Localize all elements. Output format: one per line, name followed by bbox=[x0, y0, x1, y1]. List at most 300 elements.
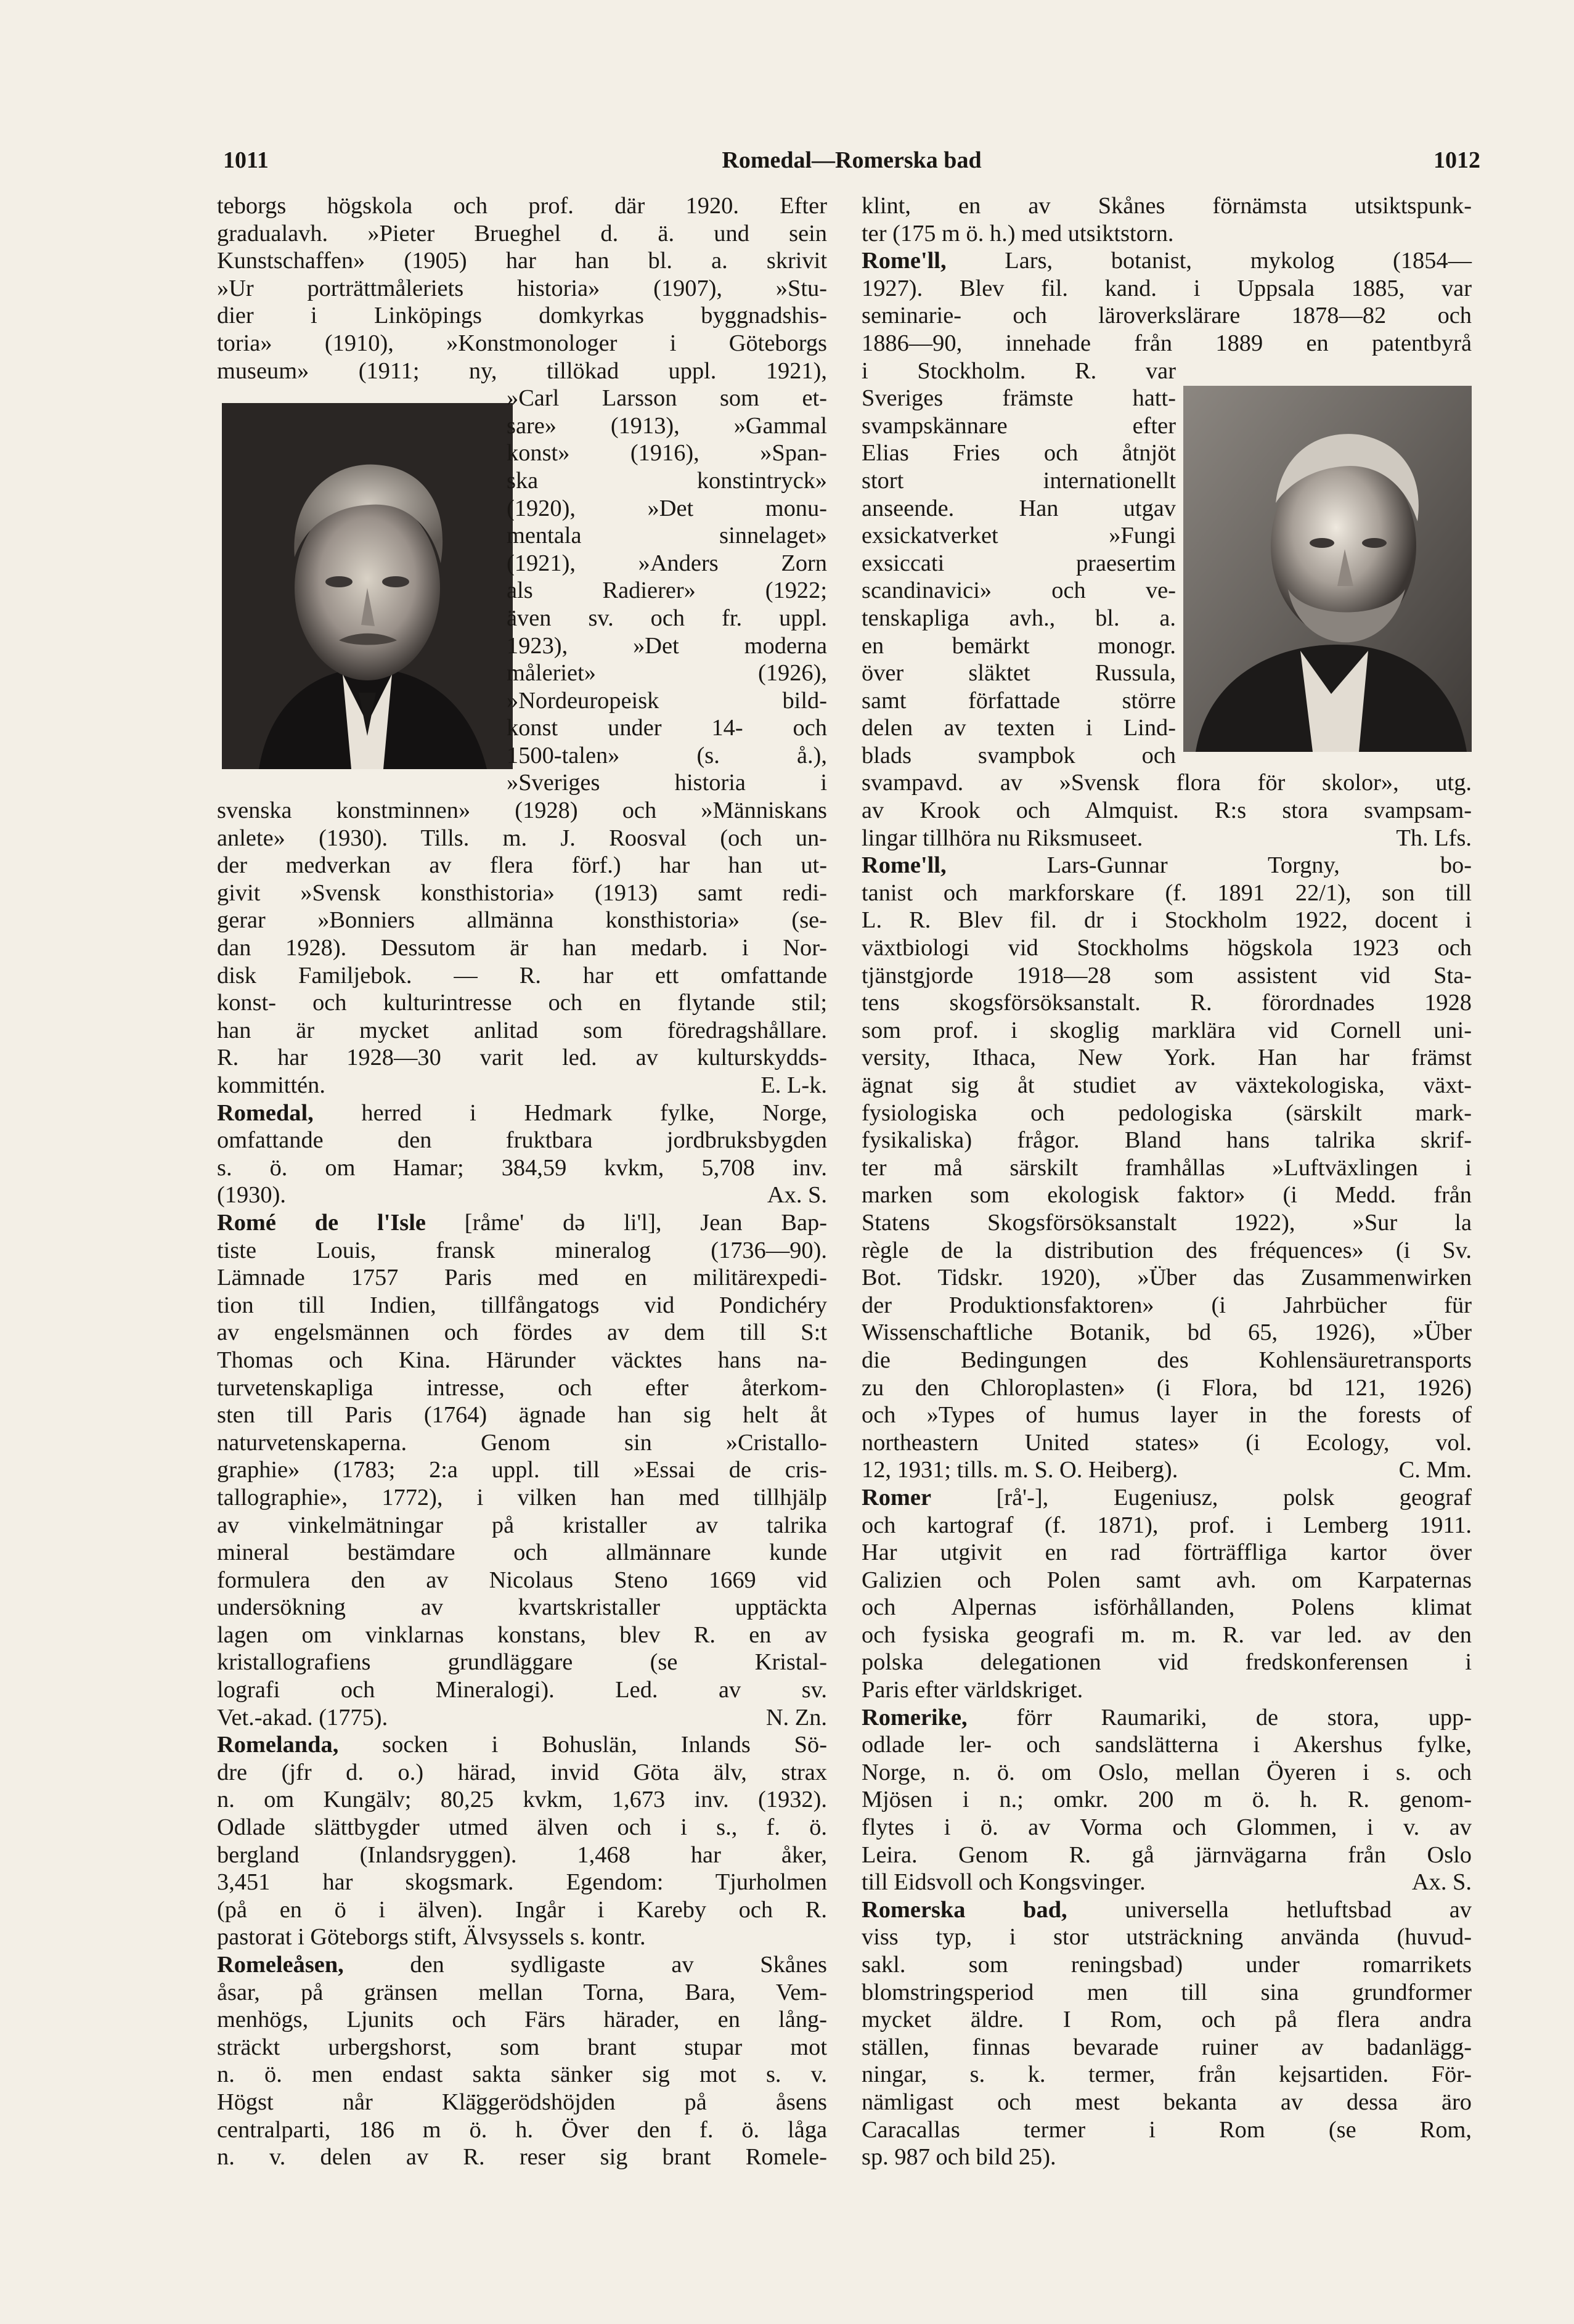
line-text: 1927). Blev fil. kand. i Uppsala 1885, var bbox=[862, 275, 1472, 301]
line-text: s. ö. om Hamar; 384,59 kvkm, 5,708 inv. bbox=[217, 1154, 827, 1181]
text-line bbox=[217, 1292, 827, 1319]
line-text: gerar »Bonniers allmänna konsthistoria» (se- bbox=[217, 907, 827, 934]
text-line bbox=[862, 1841, 1472, 1869]
entry-headword: Romeleåsen, bbox=[217, 1952, 344, 1978]
text-line bbox=[507, 687, 827, 715]
line-text: sp. 987 och bild 25). bbox=[862, 2144, 1056, 2171]
line-text: Bot. Tidskr. 1920), »Über das Zusammenwirken bbox=[862, 1265, 1472, 1291]
entry-headword: Romé de l'Isle bbox=[217, 1209, 426, 1236]
text-line bbox=[862, 1951, 1472, 1979]
text-line bbox=[507, 605, 827, 632]
text-line bbox=[862, 1099, 1472, 1127]
text-line bbox=[862, 2034, 1472, 2061]
line-text: der Produktionsfaktoren» (i Jahrbücher für bbox=[862, 1292, 1472, 1318]
line-text: scandinavici» och ve- bbox=[862, 577, 1176, 604]
line-text: dan 1928). Dessutom är han medarb. i Nor- bbox=[217, 935, 827, 961]
text-line bbox=[217, 1401, 827, 1429]
line-text: mycket äldre. I Rom, och på flera andra bbox=[862, 2007, 1472, 2033]
text-line bbox=[217, 907, 827, 934]
text-line bbox=[507, 714, 827, 742]
text-line bbox=[862, 1676, 1472, 1704]
line-text: av Krook och Almquist. R:s stora svampsam- bbox=[862, 797, 1472, 824]
text-line bbox=[862, 220, 1472, 248]
text-line bbox=[217, 1869, 827, 1896]
line-text: exsickatverket »Fungi bbox=[862, 523, 1176, 549]
line-text: disk Familjebok. — R. har ett omfattande bbox=[217, 962, 827, 989]
line-text: tjänstgjorde 1918—28 som assistent vid Sta- bbox=[862, 962, 1472, 989]
text-line bbox=[862, 192, 1472, 220]
text-line bbox=[862, 247, 1472, 275]
line-text: turvetenskapliga intresse, och efter återkom- bbox=[217, 1374, 827, 1401]
line-text: dre (jfr d. o.) härad, invid Göta älv, strax bbox=[217, 1759, 827, 1785]
line-text: tallographie», 1772), i vilken han med tillhjälp bbox=[217, 1484, 827, 1511]
text-line bbox=[862, 522, 1176, 550]
line-text: ter må särskilt framhållas »Luftväxlingen i bbox=[862, 1154, 1472, 1181]
text-line bbox=[862, 1044, 1472, 1072]
text-line bbox=[217, 2116, 827, 2144]
line-text: svampskännare efter bbox=[862, 412, 1176, 439]
text-line bbox=[862, 1869, 1472, 1896]
line-text: kristallografiens grundläggare (se Kristal- bbox=[217, 1649, 827, 1676]
line-text: av vinkelmätningar på kristaller av talrika bbox=[217, 1512, 827, 1538]
running-title: Romedal—Romerska bad bbox=[722, 147, 982, 173]
text-line bbox=[217, 1127, 827, 1154]
text-line bbox=[862, 1209, 1472, 1237]
text-line bbox=[862, 1512, 1472, 1539]
line-text: 12, 1931; tills. m. S. O. Heiberg). bbox=[862, 1457, 1178, 1483]
text-line bbox=[862, 1181, 1472, 1209]
author-signature: Ax. S. bbox=[1411, 1869, 1472, 1896]
text-line bbox=[862, 439, 1176, 467]
line-text: 3,451 har skogsmark. Egendom: Tjurholmen bbox=[217, 1869, 827, 1896]
entry-headword: Romer bbox=[862, 1484, 931, 1511]
text-line bbox=[217, 2089, 827, 2116]
line-text: ägnat sig åt studiet av växtekologiska, växt- bbox=[862, 1072, 1472, 1098]
line-text: konst» (1916), »Span- bbox=[507, 440, 827, 467]
line-text: förr Raumariki, de stora, upp- bbox=[967, 1704, 1472, 1731]
line-text: måleriet» (1926), bbox=[507, 660, 827, 687]
line-text: Galizien och Polen samt avh. om Karpaternas bbox=[862, 1567, 1472, 1593]
text-line bbox=[862, 852, 1472, 879]
text-line bbox=[862, 1484, 1472, 1512]
text-line bbox=[217, 1951, 827, 1979]
text-line bbox=[862, 467, 1176, 495]
text-line bbox=[862, 1896, 1472, 1924]
line-text: bergland (Inlandsryggen). 1,468 har åker, bbox=[217, 1841, 827, 1868]
line-text: sten till Paris (1764) ägnade han sig helt åt bbox=[217, 1402, 827, 1429]
line-text: sakl. som reningsbad) under romarrikets bbox=[862, 1952, 1472, 1978]
text-line bbox=[862, 989, 1472, 1017]
line-text: tenskapliga avh., bl. a. bbox=[862, 605, 1176, 631]
line-text: (1920), »Det monu- bbox=[507, 495, 827, 521]
line-text: die Bedingungen des Kohlensäuretransports bbox=[862, 1347, 1472, 1373]
text-line bbox=[862, 1127, 1472, 1154]
line-text: tanist och markforskare (f. 1891 22/1), son till bbox=[862, 879, 1472, 906]
text-line bbox=[217, 1374, 827, 1402]
text-line bbox=[507, 385, 827, 412]
entry-headword: Romedal, bbox=[217, 1099, 314, 1126]
line-text: Har utgivit en rad förträffliga kartor över bbox=[862, 1539, 1472, 1566]
line-text: (på en ö i älven). Ingår i Kareby och R. bbox=[217, 1896, 827, 1923]
text-line bbox=[862, 1923, 1472, 1951]
line-text: R. har 1928—30 varit led. av kulturskydds- bbox=[217, 1045, 827, 1071]
text-line bbox=[217, 1347, 827, 1374]
author-signature: C. Mm. bbox=[1398, 1457, 1472, 1483]
line-text: till Eidsvoll och Kongsvinger. bbox=[862, 1869, 1146, 1896]
line-text: tiste Louis, fransk mineralog (1736—90). bbox=[217, 1237, 827, 1263]
line-text: Högst når Klä̈ggerödshöjden på åsens bbox=[217, 2089, 827, 2115]
text-line bbox=[862, 1374, 1472, 1402]
line-text: pastorat i Göteborgs stift, Älvsyssels s. kontr. bbox=[217, 1924, 646, 1951]
line-text: mentala sinnelaget» bbox=[507, 523, 827, 549]
line-text: n. om Kungälv; 80,25 kvkm, 1,673 inv. (1932). bbox=[217, 1787, 827, 1813]
text-line bbox=[217, 825, 827, 852]
text-line bbox=[217, 1512, 827, 1539]
text-line bbox=[217, 1209, 827, 1237]
text-line bbox=[862, 825, 1472, 852]
text-line bbox=[217, 302, 827, 330]
text-line bbox=[862, 797, 1472, 825]
line-text: åsar, på gränsen mellan Torna, Bara, Vem- bbox=[217, 1979, 827, 2005]
text-line bbox=[862, 632, 1176, 660]
line-text: och »Types of humus layer in the forests of bbox=[862, 1402, 1472, 1429]
line-text: ningar, s. k. termer, från kejsartiden. För- bbox=[862, 2061, 1472, 2088]
text-line bbox=[217, 1539, 827, 1567]
text-line bbox=[862, 714, 1176, 742]
text-line bbox=[217, 879, 827, 907]
line-text: samt författade större bbox=[862, 687, 1176, 714]
line-text: exsiccati praesertim bbox=[862, 550, 1176, 576]
text-line bbox=[217, 1841, 827, 1869]
text-line bbox=[217, 1594, 827, 1621]
line-text: fysiologiska och pedologiska (särskilt mark- bbox=[862, 1099, 1472, 1126]
text-line bbox=[217, 1017, 827, 1045]
line-text: (1921), »Anders Zorn bbox=[507, 550, 827, 576]
line-text: formulera den av Nicolaus Steno 1669 vid bbox=[217, 1567, 827, 1593]
line-text: Kunstschaffen» (1905) har han bl. a. skrivit bbox=[217, 248, 827, 274]
page-header bbox=[223, 147, 1480, 184]
line-text: [rå'-], Eugeniusz, polsk geograf bbox=[931, 1484, 1472, 1511]
text-line bbox=[217, 1456, 827, 1484]
line-text: delen av texten i Lind- bbox=[862, 715, 1176, 741]
text-line bbox=[862, 1704, 1472, 1732]
left-column bbox=[217, 192, 827, 2171]
text-line bbox=[862, 2061, 1472, 2089]
text-line bbox=[217, 1044, 827, 1072]
line-text: zu den Chloroplasten» (i Flora, bd 121, 1926) bbox=[862, 1374, 1472, 1401]
line-text: blomstringsperiod men till sina grundformer bbox=[862, 1979, 1472, 2005]
line-text: lingar tillhöra nu Riksmuseet. bbox=[862, 825, 1143, 851]
line-text: Thomas och Kina. Härunder väcktes hans na- bbox=[217, 1347, 827, 1373]
line-text: även sv. och fr. uppl. bbox=[507, 605, 827, 631]
line-text: 1886—90, innehade från 1889 en patentbyrå bbox=[862, 330, 1472, 356]
text-line bbox=[507, 769, 827, 797]
line-text: i Stockholm. R. var bbox=[862, 357, 1176, 384]
line-text: konst under 14- och bbox=[507, 715, 827, 741]
text-line bbox=[862, 550, 1176, 577]
line-text: »Nordeuropeisk bild- bbox=[507, 687, 827, 714]
text-line bbox=[862, 962, 1472, 990]
text-line bbox=[217, 852, 827, 879]
text-line bbox=[862, 1594, 1472, 1621]
line-text: centralparti, 186 m ö. h. Över den f. ö. låga bbox=[217, 2116, 827, 2143]
line-text: svampavd. av »Svensk flora för skolor», utg. bbox=[862, 770, 1472, 796]
line-text: lagen om vinklarnas konstans, blev R. en av bbox=[217, 1621, 827, 1648]
text-line bbox=[862, 605, 1176, 632]
line-text: ska konstintryck» bbox=[507, 467, 827, 494]
line-text: han är mycket anlitad som föredragshållare. bbox=[217, 1017, 827, 1043]
text-line bbox=[217, 2061, 827, 2089]
text-line bbox=[217, 1676, 827, 1704]
text-line bbox=[862, 769, 1472, 797]
text-line bbox=[507, 577, 827, 605]
line-text: marken som ekologisk faktor» (i Medd. från bbox=[862, 1182, 1472, 1209]
line-text: (1930). bbox=[217, 1182, 286, 1209]
line-text: och Alpernas isförhållanden, Polens klimat bbox=[862, 1594, 1472, 1621]
author-signature: E. L-k. bbox=[760, 1072, 827, 1098]
line-text: lografi och Mineralogi). Led. av sv. bbox=[217, 1677, 827, 1703]
text-line bbox=[862, 742, 1176, 770]
text-line bbox=[862, 1072, 1472, 1099]
text-line bbox=[862, 934, 1472, 962]
line-text: tens skogsförsöksanstalt. R. förordnades 1928 bbox=[862, 990, 1472, 1016]
author-signature: Ax. S. bbox=[767, 1182, 827, 1209]
text-line bbox=[862, 1759, 1472, 1787]
line-text: »Sveriges historia i bbox=[507, 770, 827, 796]
text-line bbox=[217, 1264, 827, 1292]
text-line bbox=[217, 934, 827, 962]
text-line bbox=[862, 357, 1176, 385]
text-line bbox=[217, 1621, 827, 1649]
line-text: »Carl Larsson som et- bbox=[507, 385, 827, 412]
text-line bbox=[217, 2034, 827, 2061]
text-line bbox=[862, 2143, 1472, 2171]
line-text: dier i Linköpings domkyrkas byggnadshis- bbox=[217, 303, 827, 329]
text-line bbox=[217, 1237, 827, 1265]
text-line bbox=[217, 962, 827, 990]
text-line bbox=[862, 1017, 1472, 1045]
line-text: herred i Hedmark fylke, Norge, bbox=[313, 1099, 827, 1126]
text-line bbox=[862, 659, 1176, 687]
line-text: seminarie- och läroverkslärare 1878—82 och bbox=[862, 303, 1472, 329]
line-text: kommittén. bbox=[217, 1072, 325, 1098]
line-text: omfattande den fruktbara jordbruksbygden bbox=[217, 1127, 827, 1154]
line-text: den sydligaste av Skånes bbox=[343, 1952, 827, 1978]
line-text: av engelsmännen och fördes av dem till S:t bbox=[217, 1319, 827, 1346]
line-text: anseende. Han utgav bbox=[862, 495, 1176, 521]
text-line bbox=[217, 220, 827, 248]
text-line bbox=[862, 1621, 1472, 1649]
text-line bbox=[217, 1567, 827, 1594]
text-line bbox=[217, 1786, 827, 1814]
line-text: Sveriges främste hatt- bbox=[862, 385, 1176, 412]
text-line bbox=[862, 1539, 1472, 1567]
text-line bbox=[217, 1814, 827, 1841]
text-line bbox=[217, 1099, 827, 1127]
line-text: Elias Fries och åtnjöt bbox=[862, 440, 1176, 467]
text-line bbox=[507, 659, 827, 687]
line-text: en bemärkt monogr. bbox=[862, 632, 1176, 659]
line-text: och fysiska geografi m. m. R. var led. av den bbox=[862, 1621, 1472, 1648]
author-signature: Th. Lfs. bbox=[1396, 825, 1472, 851]
line-text: och kartograf (f. 1871), prof. i Lemberg 1911. bbox=[862, 1512, 1472, 1538]
line-text: tion till Indien, tillfångatogs vid Pondichéry bbox=[217, 1292, 827, 1318]
line-text: gradualavh. »Pieter Brueghel d. ä. und sein bbox=[217, 220, 827, 247]
line-text: växtbiologi vid Stockholms högskola 1923 och bbox=[862, 935, 1472, 961]
text-line bbox=[862, 577, 1176, 605]
text-line bbox=[862, 1814, 1472, 1841]
line-text: blads svampbok och bbox=[862, 742, 1176, 769]
line-text: ter (175 m ö. h.) med utsiktstorn. bbox=[862, 220, 1174, 247]
text-line bbox=[507, 522, 827, 550]
text-line bbox=[507, 742, 827, 770]
text-line bbox=[507, 632, 827, 660]
line-text: museum» (1911; ny, tillökad uppl. 1921), bbox=[217, 357, 827, 384]
line-text: »Ur porträttmåleriets historia» (1907), »Stu- bbox=[217, 275, 827, 301]
text-line bbox=[862, 1456, 1472, 1484]
line-text: Odlade slättbygder utmed älven och i s., f. ö. bbox=[217, 1814, 827, 1841]
text-line bbox=[507, 412, 827, 440]
text-line bbox=[862, 1979, 1472, 2007]
text-line bbox=[862, 275, 1472, 303]
line-text: versity, Ithaca, New York. Han har främst bbox=[862, 1045, 1472, 1071]
entry-headword: Rome'll, bbox=[862, 248, 947, 274]
line-text: Mjösen i n.; omkr. 200 m ö. h. R. genom- bbox=[862, 1787, 1472, 1813]
line-text: Lars, botanist, mykolog (1854— bbox=[946, 248, 1472, 274]
line-text: menhögs, Ljunits och Färs härader, en lång- bbox=[217, 2007, 827, 2033]
line-text: 1500-talen» (s. å.), bbox=[507, 742, 827, 769]
line-text: mineral bestämdare och allmännare kunde bbox=[217, 1539, 827, 1566]
line-text: als Radierer» (1922; bbox=[507, 577, 827, 604]
line-text: universella hetluftsbad av bbox=[1067, 1896, 1472, 1923]
text-line bbox=[217, 357, 827, 385]
line-text: Statens Skogsförsöksanstalt 1922), »Sur la bbox=[862, 1209, 1472, 1236]
text-line bbox=[862, 1319, 1472, 1347]
line-text: teborgs högskola och prof. där 1920. Efter bbox=[217, 193, 827, 219]
text-line bbox=[862, 1401, 1472, 1429]
line-text: Paris efter världskriget. bbox=[862, 1677, 1083, 1703]
text-line bbox=[217, 797, 827, 825]
text-line bbox=[862, 1429, 1472, 1457]
text-line bbox=[217, 1484, 827, 1512]
text-line bbox=[217, 1181, 827, 1209]
text-line bbox=[217, 247, 827, 275]
line-text: Vet.-akad. (1775). bbox=[217, 1704, 388, 1731]
line-text: Lämnade 1757 Paris med en militärexpedi- bbox=[217, 1265, 827, 1291]
line-text: 1923), »Det moderna bbox=[507, 632, 827, 659]
text-line bbox=[217, 1319, 827, 1347]
line-text: ställen, finnas bevarade ruiner av badanlägg- bbox=[862, 2034, 1472, 2060]
text-line bbox=[217, 330, 827, 357]
page-number-right: 1012 bbox=[1433, 147, 1480, 173]
text-line bbox=[862, 1347, 1472, 1374]
text-line bbox=[217, 1429, 827, 1457]
text-line bbox=[217, 1923, 827, 1951]
line-text: givit »Svensk konsthistoria» (1913) samt redi- bbox=[217, 879, 827, 906]
right-column bbox=[862, 192, 1472, 2171]
text-line bbox=[862, 2006, 1472, 2034]
text-line bbox=[217, 1731, 827, 1759]
line-text: toria» (1910), »Konstmonologer i Göteborgs bbox=[217, 330, 827, 356]
text-line bbox=[217, 1979, 827, 2007]
line-text: der medverkan av flera förf.) har han ut- bbox=[217, 852, 827, 879]
page-number-left: 1011 bbox=[223, 147, 269, 173]
text-line bbox=[862, 330, 1472, 357]
line-text: sträckt urbergshorst, som brant stupar mot bbox=[217, 2034, 827, 2060]
text-line bbox=[862, 1292, 1472, 1319]
line-text: stort internationellt bbox=[862, 467, 1176, 494]
entry-headword: Romerike, bbox=[862, 1704, 968, 1731]
text-line bbox=[862, 687, 1176, 715]
line-text: som prof. i skoglig marklära vid Cornell uni- bbox=[862, 1017, 1472, 1043]
text-line bbox=[862, 879, 1472, 907]
text-line bbox=[217, 1072, 827, 1099]
line-text: Lars-Gunnar Torgny, bo- bbox=[946, 852, 1472, 879]
text-line bbox=[217, 1896, 827, 1924]
line-text: konst- och kulturintresse och en flytande stil; bbox=[217, 990, 827, 1016]
line-text: naturvetenskaperna. Genom sin »Cristallo- bbox=[217, 1429, 827, 1456]
text-line bbox=[217, 275, 827, 303]
text-line bbox=[217, 989, 827, 1017]
text-line bbox=[862, 1237, 1472, 1265]
text-line bbox=[862, 1649, 1472, 1676]
entry-headword: Romelanda, bbox=[217, 1732, 339, 1758]
text-line bbox=[507, 439, 827, 467]
line-text: n. ö. men endast sakta sänker sig mot s. v. bbox=[217, 2061, 827, 2088]
line-text: klint, en av Skånes förnämsta utsiktspunk- bbox=[862, 193, 1472, 219]
line-text: Norge, n. ö. om Oslo, mellan Öyeren i s. och bbox=[862, 1759, 1472, 1785]
text-line bbox=[862, 1264, 1472, 1292]
line-text: över släktet Russula, bbox=[862, 660, 1176, 687]
text-line bbox=[862, 385, 1176, 412]
entry-headword: Romerska bad, bbox=[862, 1896, 1067, 1923]
text-line bbox=[217, 1704, 827, 1732]
line-text: northeastern United states» (i Ecology, vol. bbox=[862, 1429, 1472, 1456]
line-text: L. R. Blev fil. dr i Stockholm 1922, docent i bbox=[862, 907, 1472, 934]
line-text: n. v. delen av R. reser sig brant Romele- bbox=[217, 2144, 827, 2171]
line-text: Caracallas termer i Rom (se Rom, bbox=[862, 2116, 1472, 2143]
line-text: Leira. Genom R. gå järnvägarna från Oslo bbox=[862, 1841, 1472, 1868]
line-text: fysikaliska) frågor. Bland hans talrika skrif- bbox=[862, 1127, 1472, 1154]
text-line bbox=[217, 1154, 827, 1182]
line-text: règle de la distribution des fréquences» (i Sv. bbox=[862, 1237, 1472, 1263]
text-line bbox=[507, 495, 827, 523]
text-line bbox=[862, 1154, 1472, 1182]
line-text: svenska konstminnen» (1928) och »Människans bbox=[217, 797, 827, 824]
text-line bbox=[862, 412, 1176, 440]
line-text: odlade ler- och sandslätterna i Akershus fylke, bbox=[862, 1732, 1472, 1758]
text-line bbox=[862, 1786, 1472, 1814]
text-line bbox=[862, 302, 1472, 330]
text-line bbox=[862, 2089, 1472, 2116]
line-text: socken i Bohuslän, Inlands Sö- bbox=[338, 1732, 827, 1758]
line-text: sare» (1913), »Gammal bbox=[507, 412, 827, 439]
line-text: undersökning av kvartskristaller upptäckta bbox=[217, 1594, 827, 1621]
line-text: graphie» (1783; 2:a uppl. till »Essai de cris- bbox=[217, 1457, 827, 1483]
text-line bbox=[217, 192, 827, 220]
text-line bbox=[507, 467, 827, 495]
line-text: polska delegationen vid fredskonferensen i bbox=[862, 1649, 1472, 1676]
text-line bbox=[862, 1731, 1472, 1759]
line-text: anlete» (1930). Tills. m. J. Roosval (och un- bbox=[217, 825, 827, 851]
text-line bbox=[862, 907, 1472, 934]
text-line bbox=[862, 495, 1176, 523]
line-text: Wissenschaftliche Botanik, bd 65, 1926), »Über bbox=[862, 1319, 1472, 1346]
text-line bbox=[217, 1759, 827, 1787]
line-text: flytes i ö. av Vorma och Glommen, i v. av bbox=[862, 1814, 1472, 1841]
text-line bbox=[862, 2116, 1472, 2144]
author-signature: N. Zn. bbox=[765, 1704, 827, 1731]
